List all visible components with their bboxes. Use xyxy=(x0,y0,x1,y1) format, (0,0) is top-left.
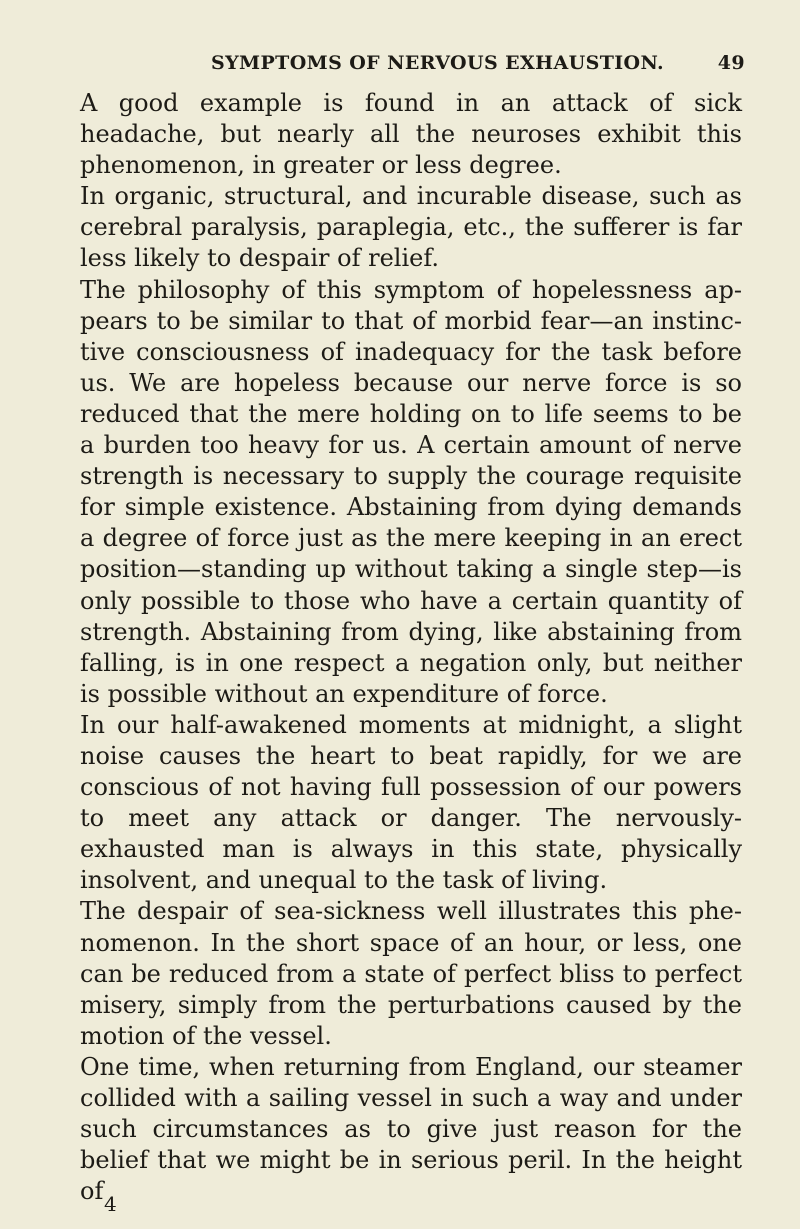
paragraph: A good example is found in an attack of sick headache, but nearly all the neuroses exhibit this phenomenon, in greater or less degree. xyxy=(80,89,742,180)
page-number: 49 xyxy=(717,52,745,74)
body-text xyxy=(80,88,742,1207)
paragraph: In organic, structural, and incurable disease, such as cerebral paralysis, paraplegia, etc., the sufferer is far less likely to despair of relief. xyxy=(80,182,742,273)
paragraph: One time, when returning from England, our steamer collided with a sailing vessel in such a way and under such circumstances as to give just reason for the belief that we might be in serious peril. In the height of xyxy=(80,1052,742,1206)
running-title: SYMPTOMS OF NERVOUS EXHAUSTION. xyxy=(210,52,665,74)
signature-mark: 4 xyxy=(104,1192,117,1216)
paragraph: In our half-awakened moments at midnight, a slight noise causes the heart to beat rapidly, for we are conscious of not having full possession of our powers to meet any attack or danger. The nervously-exhausted man is always in this state, physically insolvent, and unequal to the task of living. xyxy=(80,710,742,895)
paragraph: The despair of sea-sickness well illustrates this phenomenon. In the short space of an hour, or less, one can be reduced from a state of perfect bliss to perfect misery, simply from the perturbations caused by the motion of the vessel. xyxy=(80,897,742,1050)
running-head xyxy=(100,52,745,74)
paragraph: The philosophy of this symptom of hopelessness appears to be similar to that of morbid fear—an instinctive consciousness of inadequacy for the task before us. We are hopeless because our nerve force is so reduced that the mere holding on to life seems to be a burden too heavy for us. A certain amount of nerve strength is necessary to supply the courage requisite for simple existence. Abstaining from dying demands a degree of force just as the mere keeping in an erect position—standing up without taking a single step—is only possible to those who have a certain quantity of strength. Abstaining from dying, like abstaining from falling, is in one respect a negation only, but neither is possible without an expenditure of force. xyxy=(80,275,742,708)
